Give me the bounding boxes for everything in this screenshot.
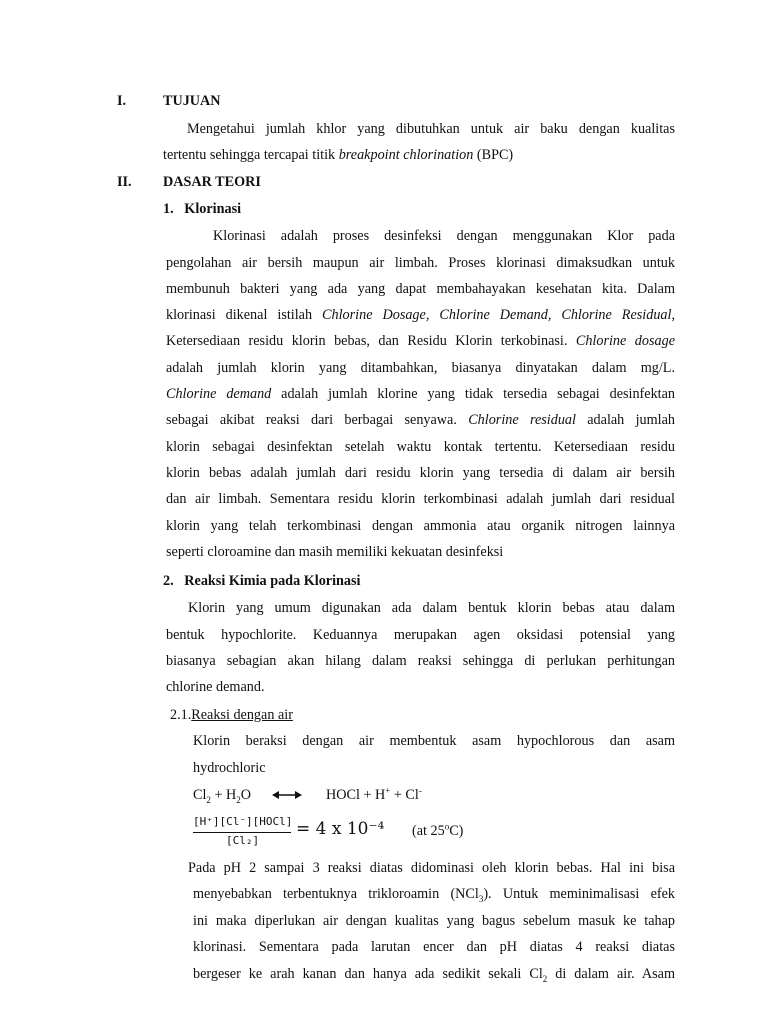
ph-line-2: menyebabkan terbentuknya trikloroamin (NCl$_3$). Untuk meminimalisasi efek (193, 886, 675, 904)
ph-line-5: bergeser ke arah kanan dan hanya ada sedikit sekali $Cl_2$ di dalam air. Asam (193, 966, 675, 984)
equation-lhs: $Cl_2 + H_2O$ (193, 787, 251, 805)
keq-value: = 4 x 10⁻⁴ (296, 819, 385, 839)
air-line-2: hydrochloric (193, 760, 266, 776)
section-number-1: I. (117, 93, 127, 109)
air-line-1: Klorin beraksi dengan air membentuk asam hypochlorous dan asam (193, 733, 675, 749)
reaksi-line-1: Klorin yang umum digunakan ada dalam bentuk klorin bebas atau dalam (188, 600, 675, 616)
klorinasi-line-1: Klorinasi adalah proses desinfeksi dengan menggunakan Klor pada (213, 228, 675, 244)
klorinasi-line-2: pengolahan air bersih maupun air limbah. Proses klorinasi dimaksudkan untuk (166, 255, 675, 271)
keq-condition: (at 25$^o$C) (412, 821, 464, 839)
klorinasi-line-12: klorin yang telah terkombinasi dengan ammonia atau organik nitrogen lainnya (166, 518, 675, 534)
section-title-tujuan: TUJUAN (163, 93, 221, 109)
klorinasi-line-13: seperti cloroamine dan masih memiliki kekuatan desinfeksi (166, 544, 504, 560)
tujuan-line-2: tertentu sehingga tercapai titik breakpoint chlorination (BPC) (163, 147, 514, 163)
klorinasi-line-5: Ketersediaan residu klorin bebas, dan Residu Klorin terkobinasi. Chlorine dosage (166, 333, 676, 349)
reaksi-line-3: biasanya sebagian akan hilang dalam reaksi sehingga di perlukan perhitungan (166, 653, 675, 669)
ph-line-1: Pada pH 2 sampai 3 reaksi diatas didominasi oleh klorin bebas. Hal ini bisa (188, 860, 675, 876)
klorinasi-line-9: klorin sebagai desinfektan setelah waktu kontak tertentu. Ketersediaan residu (166, 439, 675, 455)
equilibrium-arrow-icon (272, 790, 302, 800)
keq-fraction-bar (193, 832, 291, 833)
subsection-2-1-heading: 2.1.Reaksi dengan air (170, 707, 293, 723)
klorinasi-line-10: klorin bebas adalah jumlah dari residu klorin yang tersedia di dalam air bersih (166, 465, 675, 481)
klorinasi-line-6: adalah jumlah klorin yang ditambahkan, biasanya dinyatakan dalam mg/L. (166, 360, 675, 376)
keq-denominator: [Cl₂] (226, 834, 260, 847)
reaksi-line-4: chlorine demand. (166, 679, 265, 695)
equation-rhs: HOCl + H+ + Cl- (326, 785, 422, 803)
ph-line-4: klorinasi. Sementara pada larutan encer dan pH diatas 4 reaksi diatas (193, 939, 675, 955)
tujuan-line-1: Mengetahui jumlah khlor yang dibutuhkan untuk air baku dengan kualitas (187, 121, 675, 137)
reaksi-line-2: bentuk hypochlorite. Keduannya merupakan agen oksidasi potensial yang (166, 627, 675, 643)
keq-numerator: [H⁺][Cl⁻][HOCl] (193, 815, 293, 828)
ph-line-3: ini maka diperlukan air dengan kualitas yang bagus sebelum masuk ke tahap (193, 913, 675, 929)
subsection-title-reaksi-kimia: 2. Reaksi Kimia pada Klorinasi (163, 573, 361, 589)
klorinasi-line-8: sebagai akibat reaksi dari berbagai senyawa. Chlorine residual adalah jumlah (166, 412, 675, 428)
klorinasi-line-4: klorinasi dikenal istilah Chlorine Dosage, Chlorine Demand, Chlorine Residual, (166, 307, 676, 323)
klorinasi-line-11: dan air limbah. Sementara residu klorin terkombinasi adalah jumlah dari residual (166, 491, 675, 507)
section-title-dasar-teori: DASAR TEORI (163, 174, 261, 190)
klorinasi-line-7: Chlorine demand adalah jumlah klorine yang tidak tersedia sebagai desinfektan (166, 386, 675, 402)
section-number-2: II. (117, 174, 132, 190)
klorinasi-line-3: membunuh bakteri yang ada yang dapat membahayakan kesehatan kita. Dalam (166, 281, 675, 297)
subsection-title-klorinasi: 1. Klorinasi (163, 201, 242, 217)
